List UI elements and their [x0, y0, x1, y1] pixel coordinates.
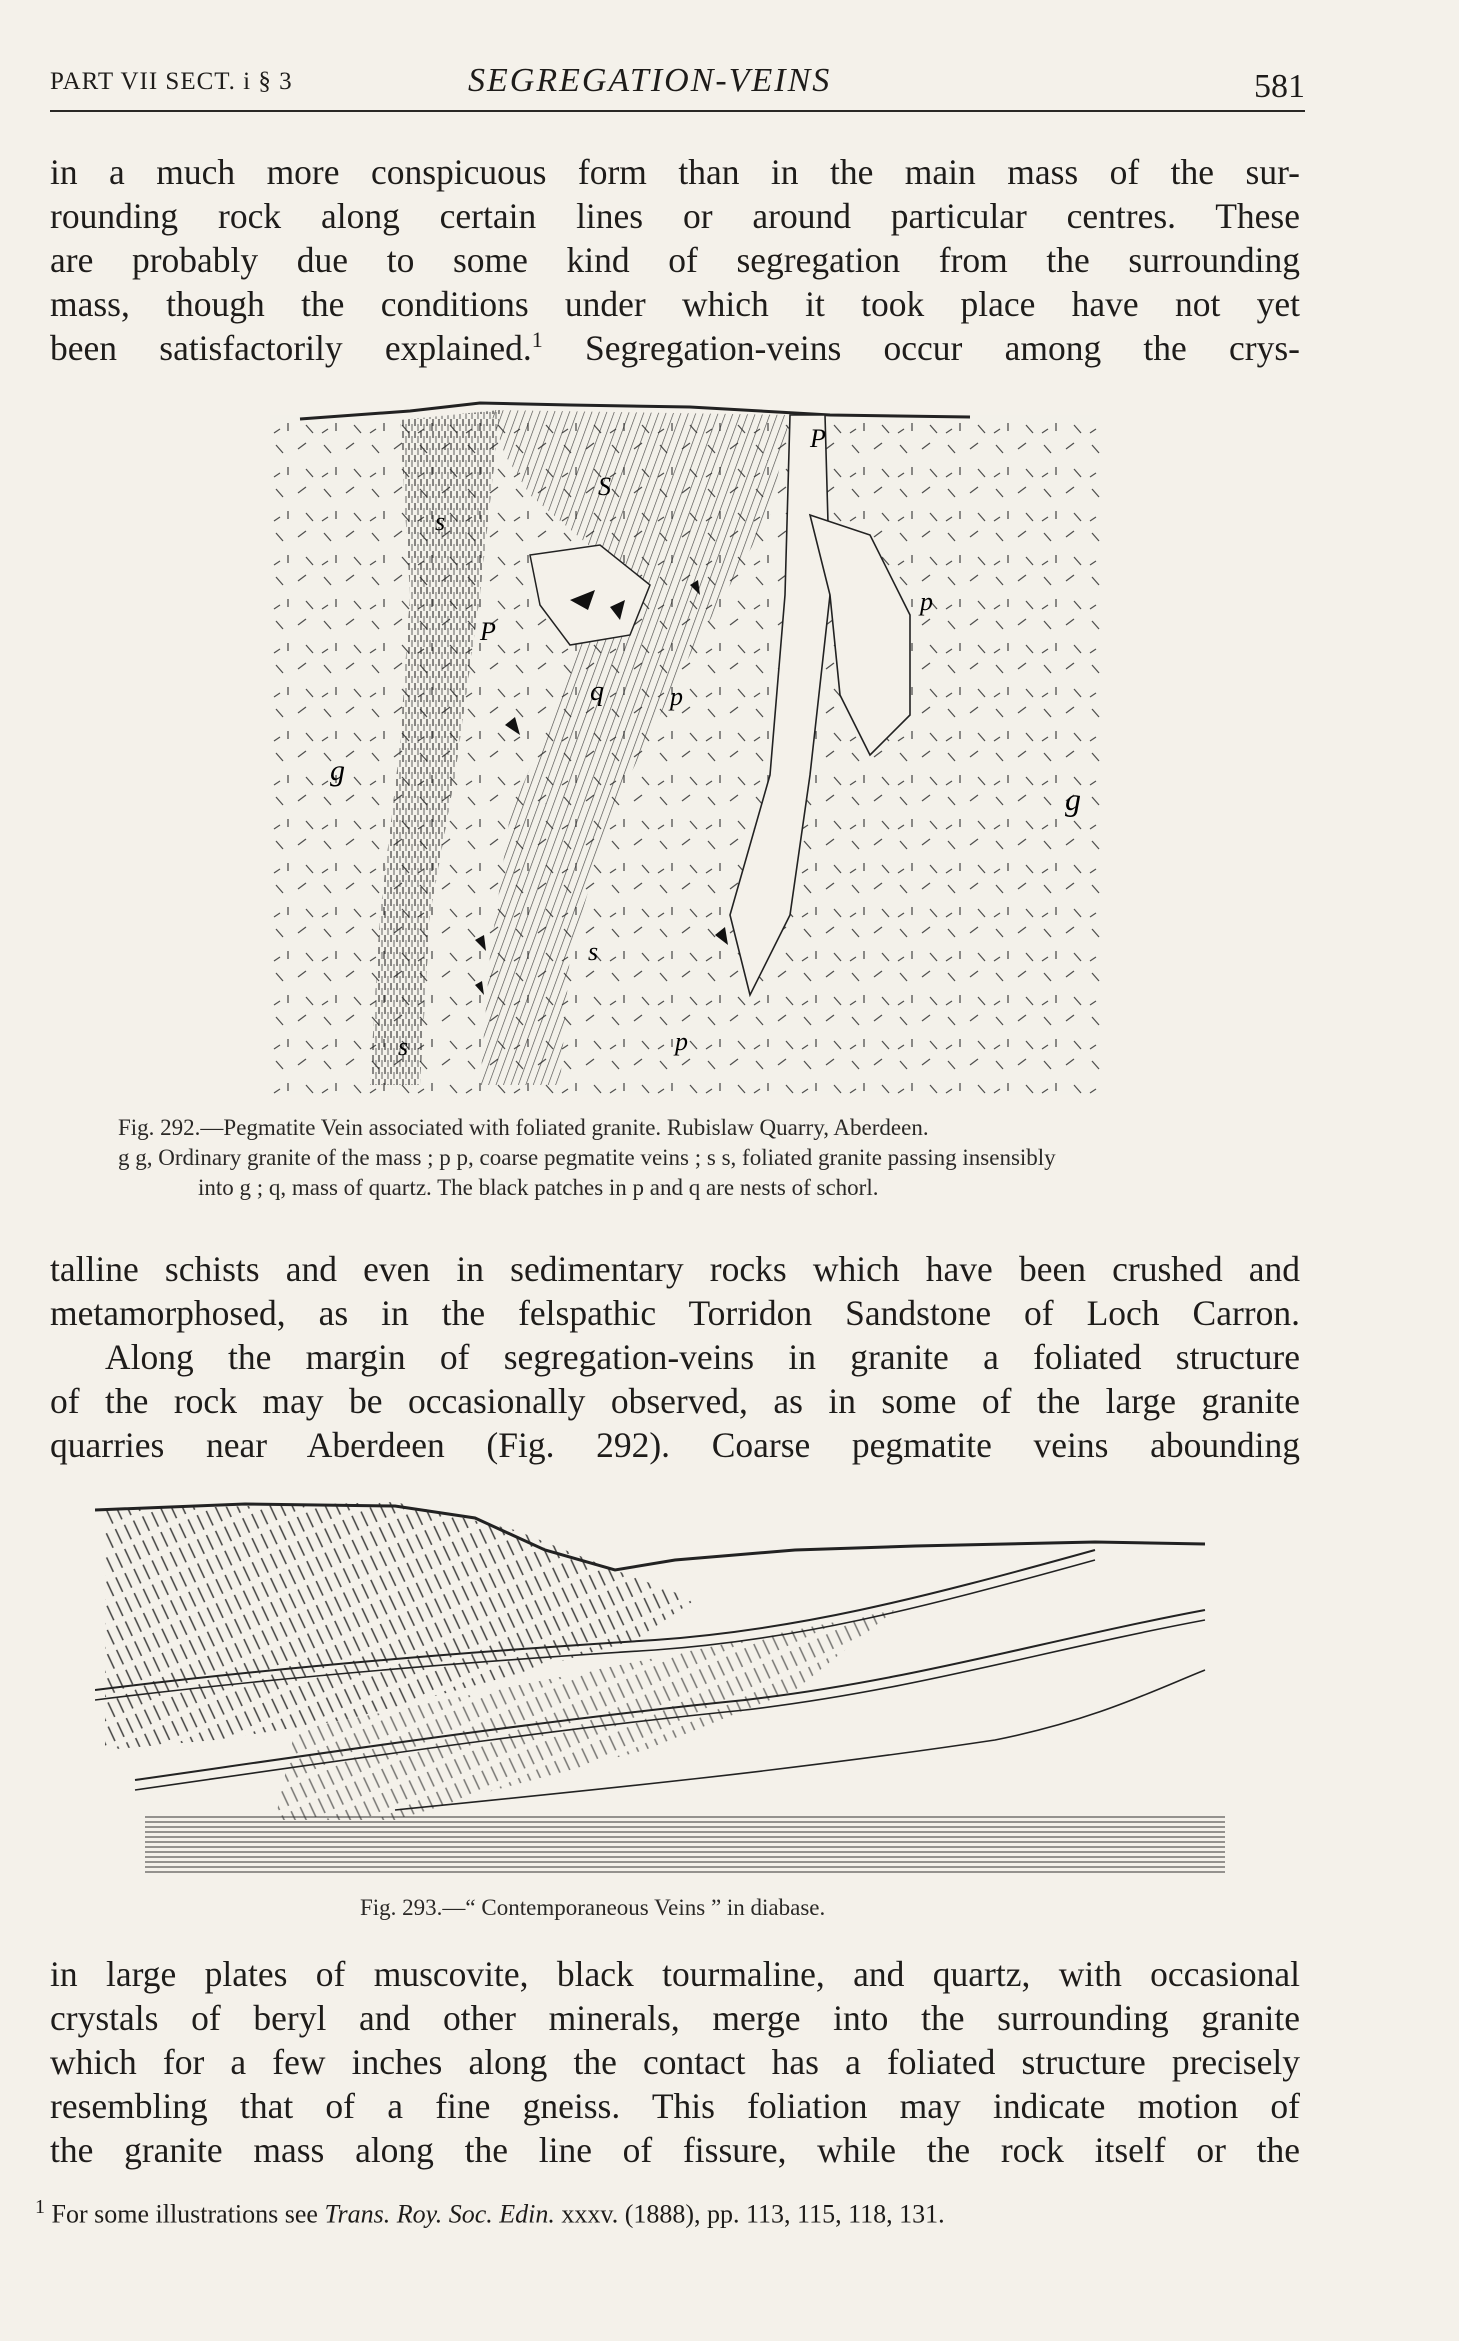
text-line: metamorphosed, as in the felspathic Torridon Sandstone of Loch Carron. — [50, 1293, 1300, 1333]
label-g: g — [330, 754, 345, 787]
caption-line: g g, Ordinary granite of the mass ; p p, coarse pegmatite veins ; s s, foliated granite passing insensibly — [118, 1145, 1056, 1170]
paragraph-3 — [50, 1952, 1300, 2172]
figure-293-caption: Fig. 293.—“ Contemporaneous Veins ” in diabase. — [360, 1895, 826, 1920]
figure-292-pegmatite-vein — [270, 395, 1100, 1095]
label-p: P — [810, 424, 826, 453]
caption-line: Fig. 292.—Pegmatite Vein associated with foliated granite. Rubislaw Quarry, Aberdeen. — [118, 1115, 929, 1140]
label-q: q — [590, 676, 604, 707]
figure-293-contemporaneous-veins — [95, 1490, 1225, 1885]
text-line-with-footnote — [50, 326, 1300, 370]
ground-base — [145, 1815, 1225, 1875]
caption-line: into g ; q, mass of quartz. The black patches in p and q are nests of schorl. — [198, 1175, 879, 1200]
label-s: s — [588, 937, 599, 966]
text-line: of the rock may be occasionally observed, as in some of the large granite — [50, 1381, 1300, 1421]
label-p: p — [670, 682, 683, 711]
text-segment: Segregation-veins occur among the crys- — [542, 328, 1300, 368]
label-s: s — [435, 507, 446, 536]
text-line: talline schists and even in sedimentary rocks which have been crushed and — [50, 1249, 1300, 1289]
footnote — [35, 2190, 1305, 2232]
section-reference: PART VII SECT. i § 3 — [50, 68, 293, 95]
figure-292-caption — [118, 1113, 1298, 1203]
text-line: which for a few inches along the contact has a foliated structure precisely — [50, 2042, 1300, 2082]
label-p: P — [480, 617, 496, 646]
text-line: crystals of beryl and other minerals, merge into the surrounding granite — [50, 1998, 1300, 2038]
text-line: the granite mass along the line of fissure, while the rock itself or the — [50, 2130, 1300, 2170]
text-line: in large plates of muscovite, black tourmaline, and quartz, with occasional — [50, 1954, 1300, 1994]
label-s: S — [598, 472, 611, 501]
label-s: s — [398, 1032, 409, 1061]
paragraph-2 — [50, 1247, 1300, 1467]
text-line: quarries near Aberdeen (Fig. 292). Coarse pegmatite veins abounding — [50, 1425, 1300, 1465]
running-title: SEGREGATION-VEINS — [468, 62, 832, 99]
text-line: resembling that of a fine gneiss. This foliation may indicate motion of — [50, 2086, 1300, 2126]
text-line: rounding rock along certain lines or around particular centres. These — [50, 196, 1300, 236]
text-segment: been satisfactorily explained. — [50, 328, 532, 368]
text-line: mass, though the conditions under which it took place have not yet — [50, 284, 1300, 324]
paragraph-1 — [50, 150, 1300, 370]
footnote-text: xxxv. (1888), pp. 113, 115, 118, 131. — [554, 2199, 945, 2229]
footnote-mark: 1 — [35, 2196, 45, 2218]
running-head — [50, 62, 1305, 112]
label-g: g — [1065, 781, 1081, 817]
text-line: are probably due to some kind of segregation from the surrounding — [50, 240, 1300, 280]
footnote-reference[interactable]: 1 — [531, 327, 543, 353]
label-p: p — [675, 1027, 688, 1056]
label-p: p — [920, 587, 933, 616]
text-line: Along the margin of segregation-veins in granite a foliated structure — [105, 1337, 1300, 1377]
footnote-journal: Trans. Roy. Soc. Edin. — [324, 2199, 555, 2229]
text-line: in a much more conspicuous form than in the main mass of the sur- — [50, 152, 1300, 192]
footnote-text: For some illustrations see — [45, 2199, 325, 2229]
page-number: 581 — [1254, 68, 1305, 105]
